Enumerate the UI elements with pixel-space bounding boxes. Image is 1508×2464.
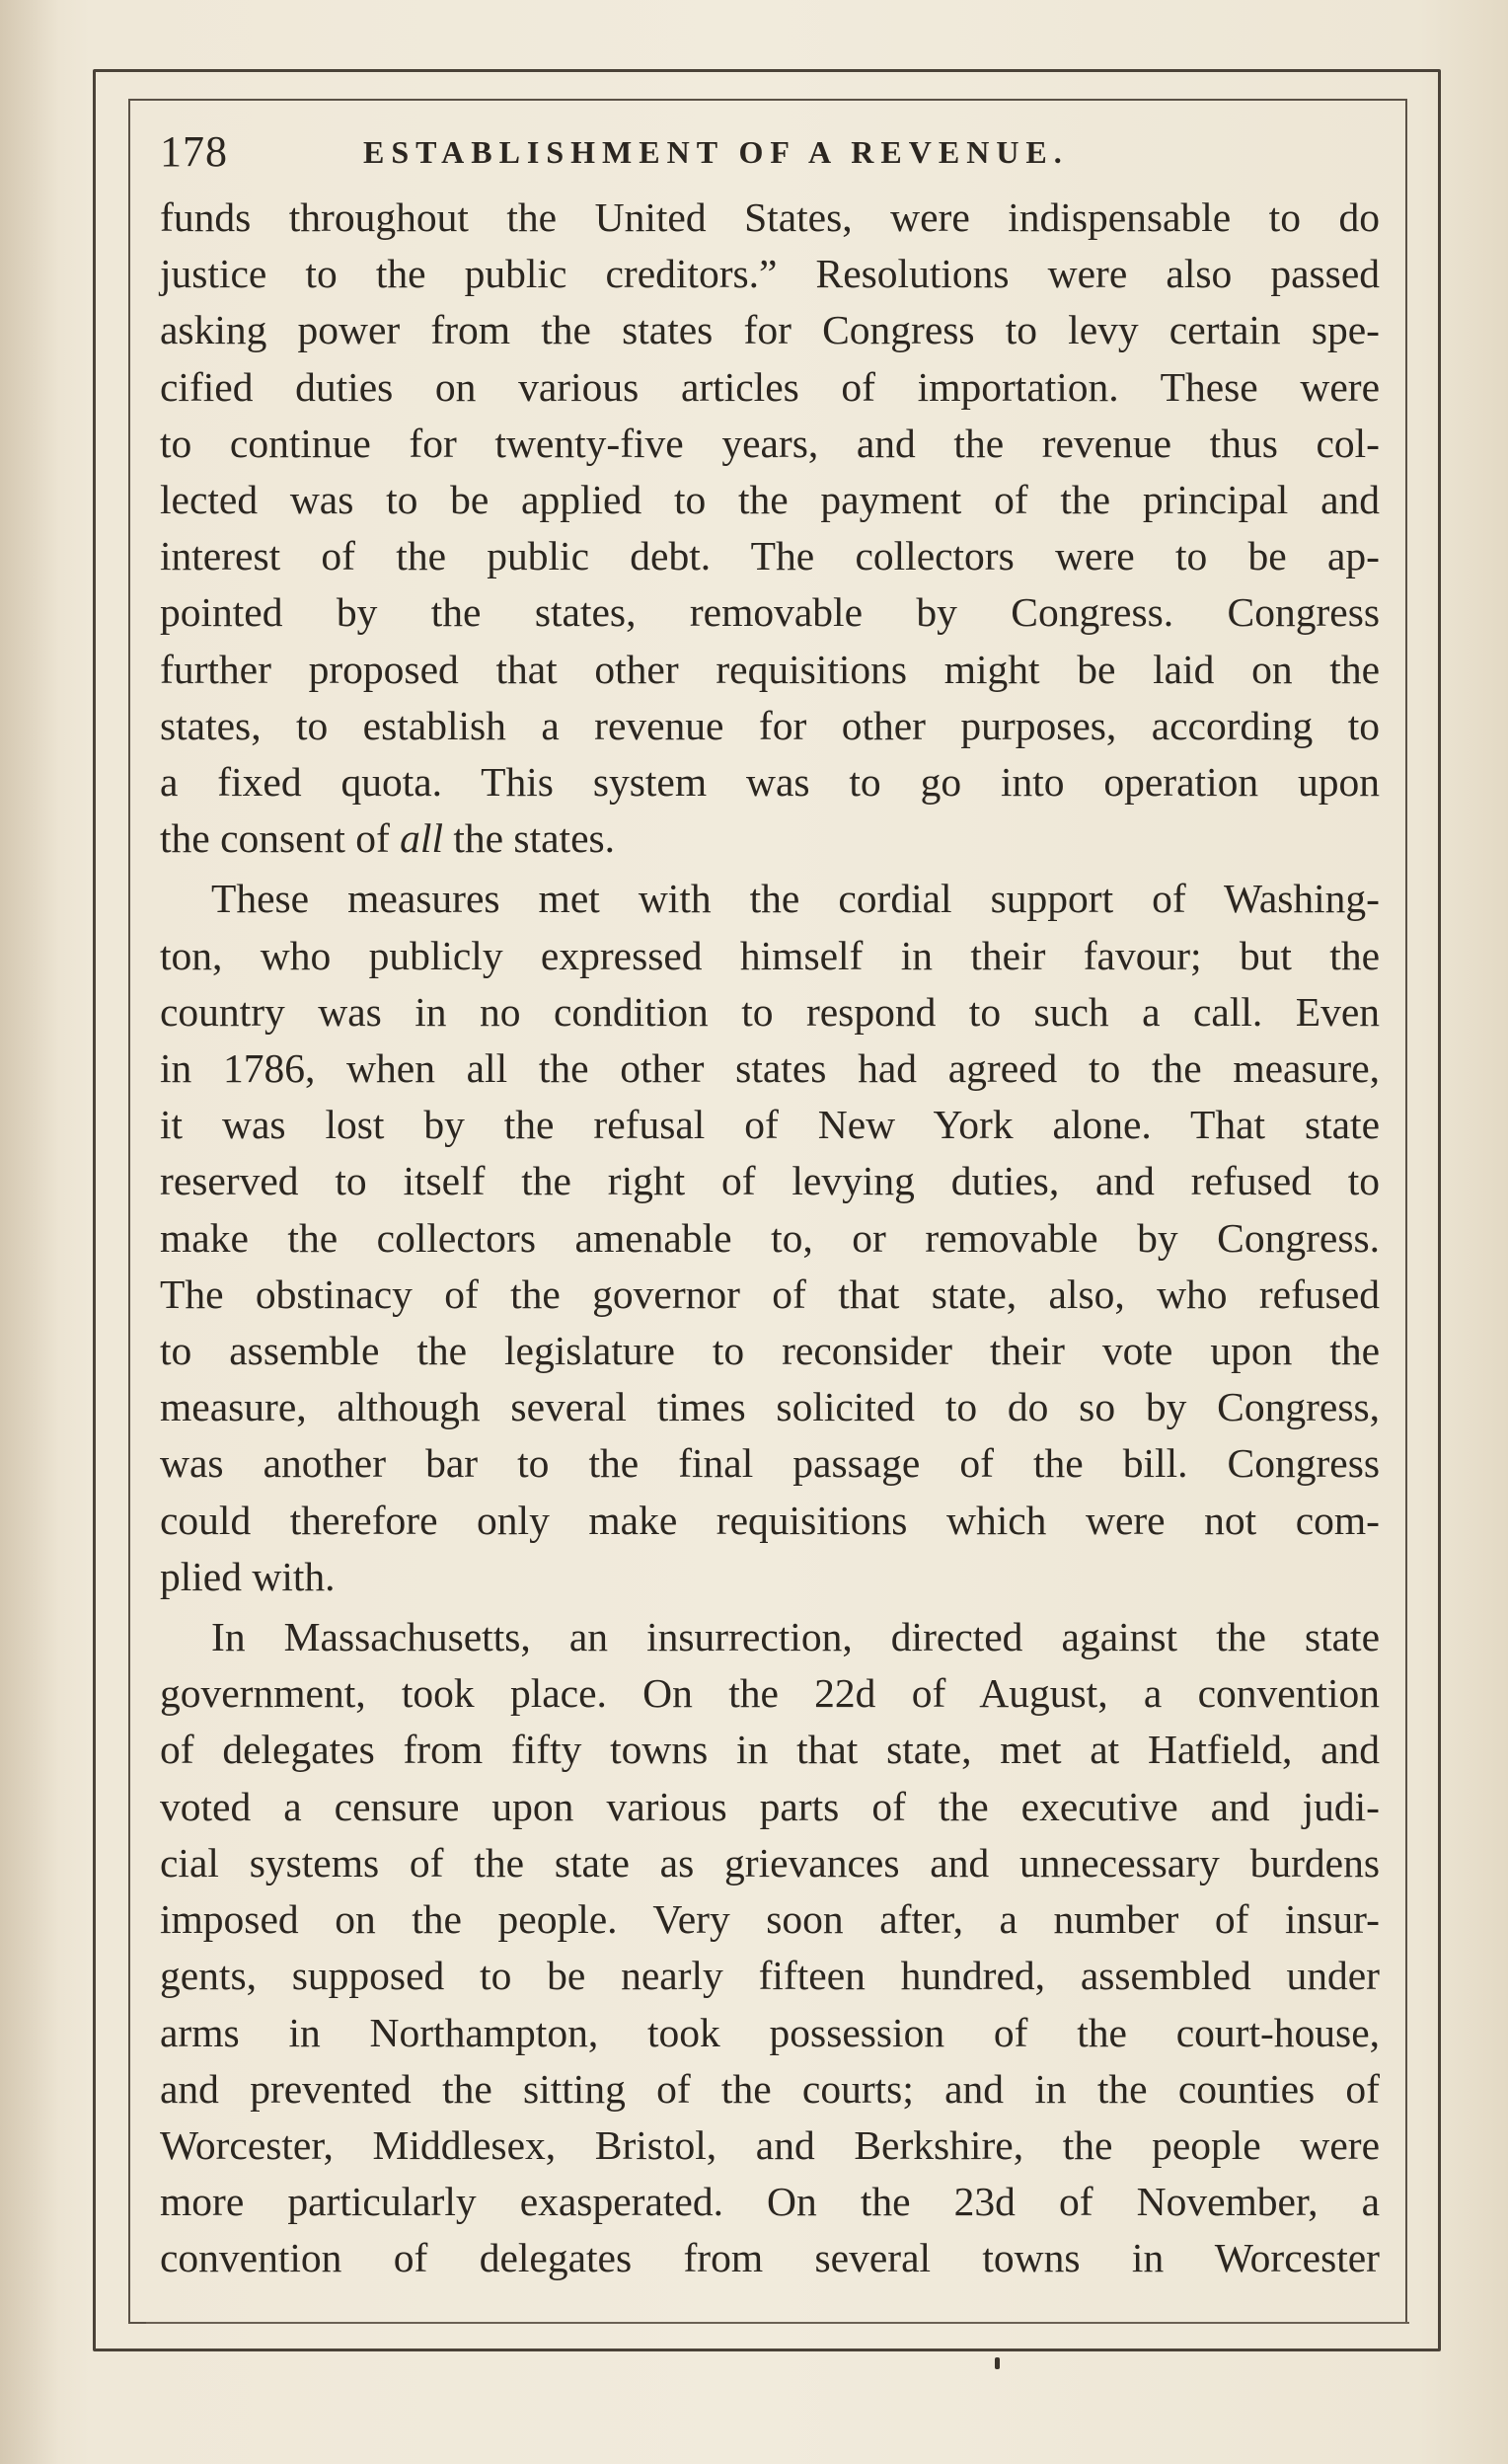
text-line: pointed by the states, removable by Congress. Congress (160, 589, 1380, 636)
text-line: states, to establish a revenue for other purposes, according to (160, 702, 1380, 748)
text-run: the consent of (160, 815, 401, 862)
page-edge-shadow (0, 0, 59, 2464)
text-line: Worcester, Middlesex, Bristol, and Berkshire, the people were (160, 2121, 1380, 2168)
text-line: convention of delegates from several towns in Worcester (160, 2235, 1380, 2281)
text-run: the states. (442, 815, 616, 862)
text-line: it was lost by the refusal of New York alone. That state (160, 1102, 1380, 1148)
text-line: make the collectors amenable to, or removable by Congress. (160, 1214, 1380, 1261)
text-line: cified duties on various articles of importation. These were (160, 363, 1380, 410)
text-line: voted a censure upon various parts of the executive and judi- (160, 1783, 1380, 1829)
text-line: measure, although several times solicited to do so by Congress, (160, 1384, 1380, 1430)
text-line: asking power from the states for Congress to levy certain spe- (160, 307, 1380, 353)
paragraph-first-line: In Massachusetts, an insurrection, directed against the state (211, 1614, 1380, 1660)
text-line: government, took place. On the 22d of August, a convention (160, 1670, 1380, 1717)
text-line: arms in Northampton, took possession of the court-house, (160, 2009, 1380, 2055)
text-line: funds throughout the United States, were indispensable to do (160, 194, 1380, 240)
text-line: imposed on the people. Very soon after, a number of insur- (160, 1896, 1380, 1943)
text-line: lected was to be applied to the payment of the principal and (160, 477, 1380, 523)
text-line-paragraph-end (160, 810, 1380, 867)
text-line: to continue for twenty-five years, and the revenue thus col- (160, 420, 1380, 466)
running-head (160, 122, 1384, 182)
text-line: gents, supposed to be nearly fifteen hundred, assembled under (160, 1953, 1380, 1999)
text-line: country was in no condition to respond to such a call. Even (160, 988, 1380, 1035)
text-line: of delegates from fifty towns in that state, met at Hatfield, and (160, 1727, 1380, 1773)
text-line: ton, who publicly expressed himself in their favour; but the (160, 932, 1380, 978)
text-line: more particularly exasperated. On the 23d of November, a (160, 2179, 1380, 2225)
text-line: reserved to itself the right of levying duties, and refused to (160, 1158, 1380, 1204)
text-line: cial systems of the state as grievances and unnecessary burdens (160, 1839, 1380, 1886)
text-line: justice to the public creditors.” Resolutions were also passed (160, 251, 1380, 297)
italic-emphasis: all (400, 815, 443, 862)
page-number: 178 (160, 127, 228, 176)
paragraph-first-line: These measures met with the cordial support of Washing- (211, 876, 1380, 922)
text-line: and prevented the sitting of the courts; and in the counties of (160, 2065, 1380, 2112)
body-text (160, 190, 1380, 2287)
bottom-rule (146, 2322, 1409, 2324)
footer-mark (995, 2357, 1000, 2369)
text-line: interest of the public debt. The collectors were to be ap- (160, 533, 1380, 579)
text-line: a fixed quota. This system was to go into operation upon (160, 759, 1380, 806)
text-line: The obstinacy of the governor of that state, also, who refused (160, 1270, 1380, 1317)
text-line: in 1786, when all the other states had agreed to the measure, (160, 1045, 1380, 1092)
running-title: ESTABLISHMENT OF A REVENUE. (363, 134, 1069, 170)
text-line: was another bar to the final passage of the bill. Congress (160, 1440, 1380, 1487)
text-line: to assemble the legislature to reconsider their vote upon the (160, 1328, 1380, 1374)
text-line-paragraph-end: plied with. (160, 1553, 336, 1599)
text-line: further proposed that other requisitions might be laid on the (160, 646, 1380, 692)
text-line: could therefore only make requisitions which were not com- (160, 1497, 1380, 1543)
